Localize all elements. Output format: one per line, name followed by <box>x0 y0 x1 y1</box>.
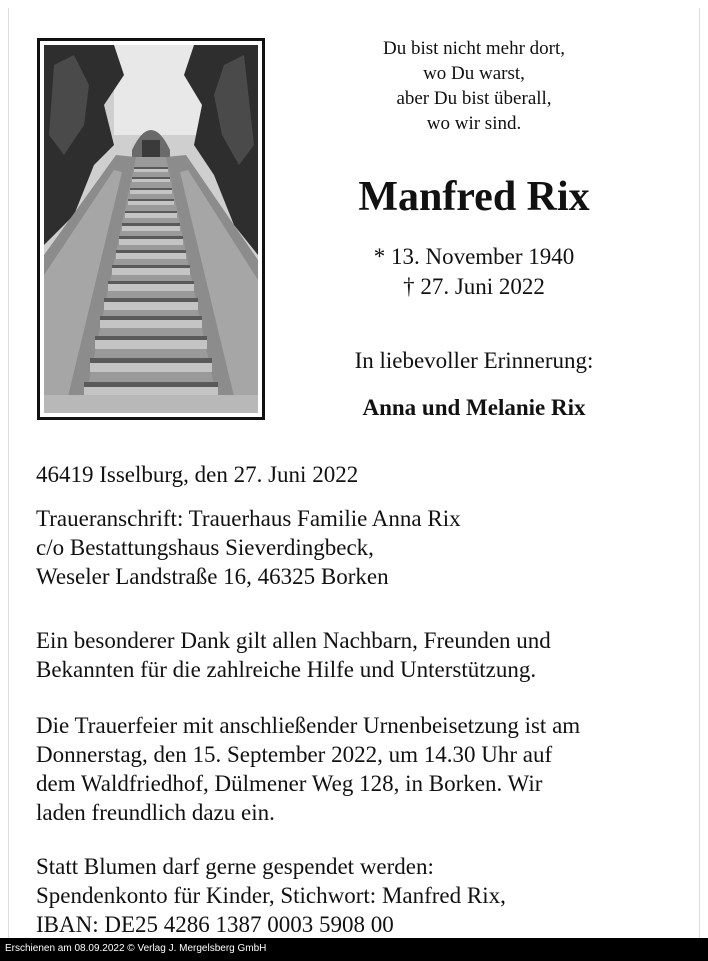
funeral-line: Donnerstag, den 15. September 2022, um 14.30 Uhr auf <box>36 742 553 767</box>
funeral-paragraph <box>36 711 686 827</box>
mourning-address <box>36 504 686 591</box>
address-line: Traueranschrift: Trauerhaus Familie Anna Rix <box>36 506 461 531</box>
funeral-line: dem Waldfriedhof, Dülmener Weg 128, in Borken. Wir <box>36 771 543 796</box>
memorial-poem <box>309 36 639 136</box>
bereaved-family: Anna und Melanie Rix <box>362 395 586 420</box>
life-dates <box>309 242 639 302</box>
donation-line: Spendenkonto für Kinder, Stichwort: Manfred Rix, <box>36 883 506 908</box>
iban-line: IBAN: DE25 4286 1387 0003 5908 00 <box>36 912 394 937</box>
birth-date: * 13. November 1940 <box>373 244 575 269</box>
poem-line: wo Du warst, <box>423 63 525 84</box>
publication-credit: Erschienen am 08.09.2022 © Verlag J. Mergelsberg GmbH <box>5 943 267 954</box>
death-date: † 27. Juni 2022 <box>403 274 545 299</box>
memory-label: In liebevoller Erinnerung: <box>354 348 594 373</box>
staircase-photo <box>44 45 258 413</box>
funeral-line: laden freundlich dazu ein. <box>36 800 275 825</box>
deceased-name: Manfred Rix <box>358 174 590 220</box>
thanks-line: Bekannten für die zahlreiche Hilfe und Unterstützung. <box>36 657 537 682</box>
address-line: c/o Bestattungshaus Sieverdingbeck, <box>36 535 374 560</box>
thanks-paragraph <box>36 626 686 684</box>
funeral-line: Die Trauerfeier mit anschließender Urnenbeisetzung ist am <box>36 713 581 738</box>
donation-line: Statt Blumen darf gerne gespendet werden: <box>36 854 434 879</box>
poem-line: wo wir sind. <box>426 113 522 134</box>
place-date-line: 46419 Isselburg, den 27. Juni 2022 <box>36 462 359 487</box>
poem-line: Du bist nicht mehr dort, <box>382 38 566 59</box>
memorial-photo-frame <box>37 38 265 420</box>
publication-footer <box>0 938 708 961</box>
thanks-line: Ein besonderer Dank gilt allen Nachbarn, Freunden und <box>36 628 551 653</box>
address-line: Weseler Landstraße 16, 46325 Borken <box>36 564 389 589</box>
donation-paragraph <box>36 852 686 939</box>
obituary-notice <box>8 8 700 938</box>
poem-line: aber Du bist überall, <box>396 88 552 109</box>
place-and-date <box>36 460 686 489</box>
